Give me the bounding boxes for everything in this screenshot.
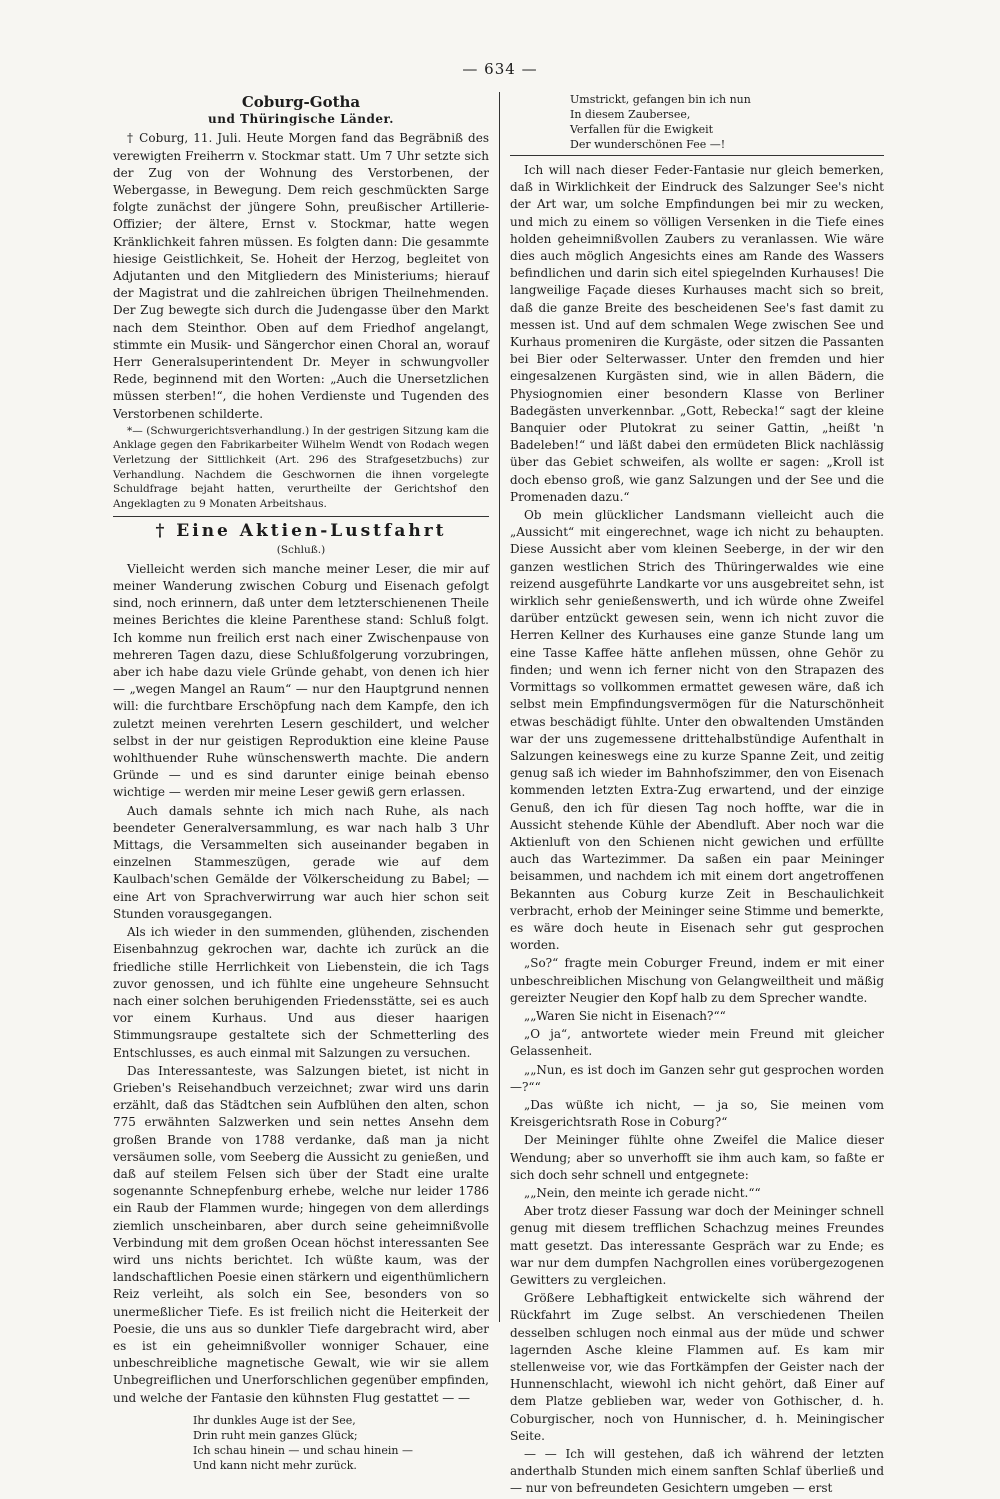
column-divider <box>499 92 500 1322</box>
dialogue-line: „Das wüßte ich nicht, — ja so, Sie meinen vom Kreisgerichtsrath Rose in Coburg?“ <box>510 1097 884 1130</box>
right-column <box>510 92 884 1499</box>
poem-line: Umstrickt, gefangen bin ich nun <box>570 93 751 106</box>
article-paragraph: Der Meininger fühlte ohne Zweifel die Malice dieser Wendung; aber so unverhofft sie ihm auch kam, so faßte er sich doch sehr schnell und entgegnete: <box>510 1133 884 1182</box>
article-title: † Eine Aktien-Lustfahrt <box>155 521 447 542</box>
article-paragraph: Größere Lebhaftigkeit entwickelte sich während der Rückfahrt im Zuge selbst. An verschiedenen Theilen desselben schlugen noch einmal aus der müde und schwer lagernden Asche kleine Flammen auf. Es kam mir stellenweise vor, wie das Fortkämpfen der Geister nach der Hunnenschlacht, wiewohl ich nicht gehört, daß Einer auf dem Platze geblieben war, weder von Gothischer, d. h. Coburgischer, noch von Hunnischer, d. h. Meiningischer Seite. <box>510 1291 884 1443</box>
poem-stanza <box>510 92 884 152</box>
article-paragraph: Als ich wieder in den summenden, glühenden, zischenden Eisenbahnzug gekrochen war, dachte ich zurück an die friedliche stille Herrlichkeit von Liebenstein, die ich Tags zuvor genossen, und ich fühlte eine ungeheure Sehnsucht nach einer solchen beruhigenden Friedensstätte, sei es auch vor einem Kurhaus. Und aus dieser haarigen Stimmungsraupe gestaltete sich der Schmetterling des Entschlusses, es auch einmal mit Salzungen zu versuchen. <box>113 925 489 1060</box>
dialogue-line: „„Nun, es ist doch im Ganzen sehr gut gesprochen worden —?““ <box>510 1062 884 1094</box>
article-paragraph: Das Interessanteste, was Salzungen bietet, ist nicht in Grieben's Reisehandbuch verzeichnet; zwar wird uns darin erzählt, daß das Städtchen sein Aufblühen den alten, schon 775 erwähnten Salzwerken und sein nettes Ansehn dem großen Brande von 1788 verdanke, daß man ja nicht versäumen solle, vom Seeberg die Aussicht zu genießen, und daß auf steilem Felsen sich über der Stadt eine uralte sogenannte Schnepfenburg erhebe, welche nur leider 1786 ein Raub der Flammen wurde; hingegen von dem allerdings ziemlich unscheinbaren, aber durch seine geheimnißvolle Verbindung mit dem großen Ocean höchst interessanten See wird uns nichts berichtet. Ich wüßte kaum, was der landschaftlichen Poesie einen stärkern und eigenthümlichern Reiz verleiht, als solch ein See, besonders von so unermeßlicher Tiefe. Es ist freilich nicht die Heiterkeit der Poesie, die uns aus so dunkler Tiefe dargebracht wird, aber es ist ein geheimnißvoller wonniger Schauer, eine unbeschreibliche magnetische Gewalt, wie wir sie allem Unbegreiflichen und Unerforschlichen gegenüber empfinden, und welche der Fantasie den kühnsten Flug gestattet — — <box>113 1063 489 1405</box>
article-paragraph: Auch damals sehnte ich mich nach Ruhe, als nach beendeter Generalversammlung, es war nach halb 3 Uhr Mittags, die Versammelten sich auseinander begaben in einzelnen Stammeszügen, gerade wie auf dem Kaulbach'schen Gemälde der Völkerscheidung zu Babel; — eine Art von Sprachverwirrung war auch hier schon seit Stunden vorausgegangen. <box>113 803 489 921</box>
news-item-coburg: † Coburg, 11. Juli. Heute Morgen fand das Begräbniß des verewigten Freiherrn v. Stockmar statt. Um 7 Uhr setzte sich der Zug von der Wohnung des Verstorbenen, der Webergasse, in Bewegung. Dem reich geschmückten Sarge folgte zunächst der jüngere Sohn, preußischer Artillerie-Offizier; der ältere, Ernst v. Stockmar, hatte wegen Kränklichkeit fahren müssen. Es folgten dann: Die gesammte hiesige Geistlichkeit, Se. Hoheit der Herzog, begleitet von Adjutanten und den Mitgliedern des Ministeriums; hierauf der Magistrat und die zahlreichen übrigen Theilnehmenden. Der Zug bewegte sich durch die Judengasse über den Markt nach dem Steinthor. Oben auf dem Friedhof angelangt, stimmte ein Musik- und Sängerchor einen Choral an, worauf Herr Generalsuperintendent Dr. Meyer in schwungvoller Rede, beginnend mit den Worten: „Auch die Unersetzlichen müssen sterben!“, die hohen Verdienste und Tugenden des Verstorbenen schilderte. <box>113 131 489 421</box>
left-column <box>113 92 489 1473</box>
article-paragraph: Ich will nach dieser Feder-Fantasie nur gleich bemerken, daß in Wirklichkeit der Eindruck des Salzunger See's nicht der Art war, um solche Empfindungen bei mir zu wecken, und mich zu einem so völligen Versenken in die Tiefe eines holden geheimnißvollen Zaubers zu veranlassen. Wie wäre dies auch möglich Angesichts eines am Rande des Wassers befindlichen und darin sich eitel spiegelnden Kurhauses! Die langweilige Façade dieses Kurhauses macht sich so breit, daß die ganze Breite des bescheidenen See's fast damit zu messen ist. Und auf dem schmalen Wege zwischen See und Kurhaus promeniren die Kurgäste, oder sitzen die Passanten bei Bier oder Selterwasser. Unter den fremden und hier eingesalzenen Kurgästen sind, wie in allen Bädern, die Physiognomien einer besondern Klasse von Berliner Badegästen unverkennbar. „Gott, Rebecka!“ sagt der kleine Banquier oder Plutokrat zu seiner Gattin, „heißt 'n Badeleben!“ und läßt dabei den ermüdeten Blick nachlässig über das Gebiet schweifen, als wollte er sagen: „Kroll ist doch ebenso groß, wie ganz Salzungen und der See und die Promenaden dazu.“ <box>510 163 884 504</box>
poem-line: Verfallen für die Ewigkeit <box>570 123 714 136</box>
dialogue-line: „„Nein, den meinte ich gerade nicht.““ <box>524 1185 761 1200</box>
news-item-court: *— (Schwurgerichtsverhandlung.) In der gestrigen Sitzung kam die Anklage gegen den Fabrikarbeiter Wilhelm Wendt von Rodach wegen Verletzung der Sittlichkeit (Art. 296 des Strafgesetzbuchs) zur Verhandlung. Nachdem die Geschwornen die ihnen vorgelegte Schuldfrage bejaht hatten, verurtheilte der Gerichtshof den Angeklagten zu 9 Monaten Arbeitshaus. <box>113 424 489 510</box>
page-number: — 634 — <box>462 60 538 78</box>
poem-line: Und kann nicht mehr zurück. <box>193 1458 357 1472</box>
poem-separator <box>510 155 884 156</box>
article-paragraph: Vielleicht werden sich manche meiner Leser, die mir auf meiner Wanderung zwischen Coburg und Eisenach gefolgt sind, noch erinnern, daß unter dem letzterschienenen Theile meines Berichtes die kleine Parenthese stand: Schluß folgt. Ich komme nun freilich erst nach einer Zwischenpause von mehreren Tagen dazu, diese Schlußfolgerung vorzubringen, aber ich habe dazu viele Gründe gehabt, von denen ich hier — „wegen Mangel an Raum“ — nur den Hauptgrund nennen will: die furchtbare Erschöpfung nach dem Kampfe, den ich zuletzt meinen verehrten Lesern geschildert, und welcher selbst in der nur geistigen Reproduktion eine kleine Pause wohlthuender Ruhe wünschenswerth machte. Die andern Gründe — und es sind darunter einige beinah ebenso wichtige — werden mir meine Leser gewiß gern erlassen. <box>113 561 489 800</box>
article-subtitle: (Schluß.) <box>276 543 326 556</box>
section-subheading: und Thüringische Länder. <box>208 112 394 127</box>
dialogue-line: „„Waren Sie nicht in Eisenach?““ <box>524 1008 726 1023</box>
section-heading: Coburg-Gotha <box>241 93 361 111</box>
poem-line: In diesem Zaubersee, <box>570 108 691 121</box>
poem-line: Ihr dunkles Auge ist der See, <box>193 1413 356 1427</box>
article-paragraph: „So?“ fragte mein Coburger Freund, indem er mit einer unbeschreiblichen Mischung von Gelangweiltheit und mäßig gereizter Neugier den Kopf halb zu dem Sprecher wandte. <box>510 956 884 1005</box>
article-paragraph: Aber trotz dieser Fassung war doch der Meininger schnell genug mit diesem trefflichen Schachzug meines Freundes matt gesetzt. Das interessante Gespräch war zu Ende; es war nur dem dumpfen Nachgrollen eines vorübergezogenen Gewitters zu vergleichen. <box>510 1204 884 1287</box>
article-paragraph: — — Ich will gestehen, daß ich während der letzten anderthalb Stunden mich einem sanften Schlaf überließ und — nur von befreundeten Gesichtern umgeben — erst <box>510 1447 884 1496</box>
article-paragraph: Ob mein glücklicher Landsmann vielleicht auch die „Aussicht“ mit eingerechnet, wage ich nicht zu behaupten. Diese Aussicht aber vom kleinen Seeberge, in der wir den ganzen westlichen Strich des Thüringerwaldes wie eine reizend ausgeführte Landkarte vor uns ausgebreitet sehn, ist wirklich sehr genießenswerth, und ich würde ohne Zweifel darüber entzückt gewesen sein, wenn ich nicht zuvor die Herren Kellner des Kurhauses eine ganze Stunde lang um eine Tasse Kaffee hätte anflehen müssen, ohne Gehör zu finden; und wenn ich ferner nicht von den Strapazen des Vormittags so vollkommen ermattet gewesen wäre, daß ich selbst mein Empfindungsvermögen für die Naturschönheit etwas beschädigt fühlte. Unter den obwaltenden Umständen war der uns zugemessene drittehalbstündige Aufenthalt in Salzungen keineswegs eine zu kurze Spanne Zeit, und zeitig genug saß ich wieder im Bahnhofszimmer, den von Eisenach kommenden letzten Extra-Zug erwartend, und der einzige Genuß, den ich für diesen Tag noch hoffte, war die in Aussicht stehende Kühle der Abendluft. Aber noch war die Aktienluft von den Schienen nicht gewichen und erfüllte auch das Wartezimmer. Da saßen ein paar Meininger beisammen, und nachdem ich mit einem dort angetroffenen Bekannten aus Coburg kurze Zeit in Beschaulichkeit verbracht, erhob der Meininger seine Stimme und bemerkte, es wäre doch heute in Eisenach sehr gut gesprochen worden. <box>510 508 884 953</box>
poem-line: Ich schau hinein — und schau hinein — <box>193 1443 413 1457</box>
poem-line: Drin ruht mein ganzes Glück; <box>193 1428 358 1442</box>
dialogue-line: „O ja“, antwortete wieder mein Freund mit gleicher Gelassenheit. <box>510 1027 884 1059</box>
section-separator <box>113 516 489 517</box>
poem-stanza <box>113 1413 489 1473</box>
poem-line: Der wunderschönen Fee —! <box>570 138 726 151</box>
